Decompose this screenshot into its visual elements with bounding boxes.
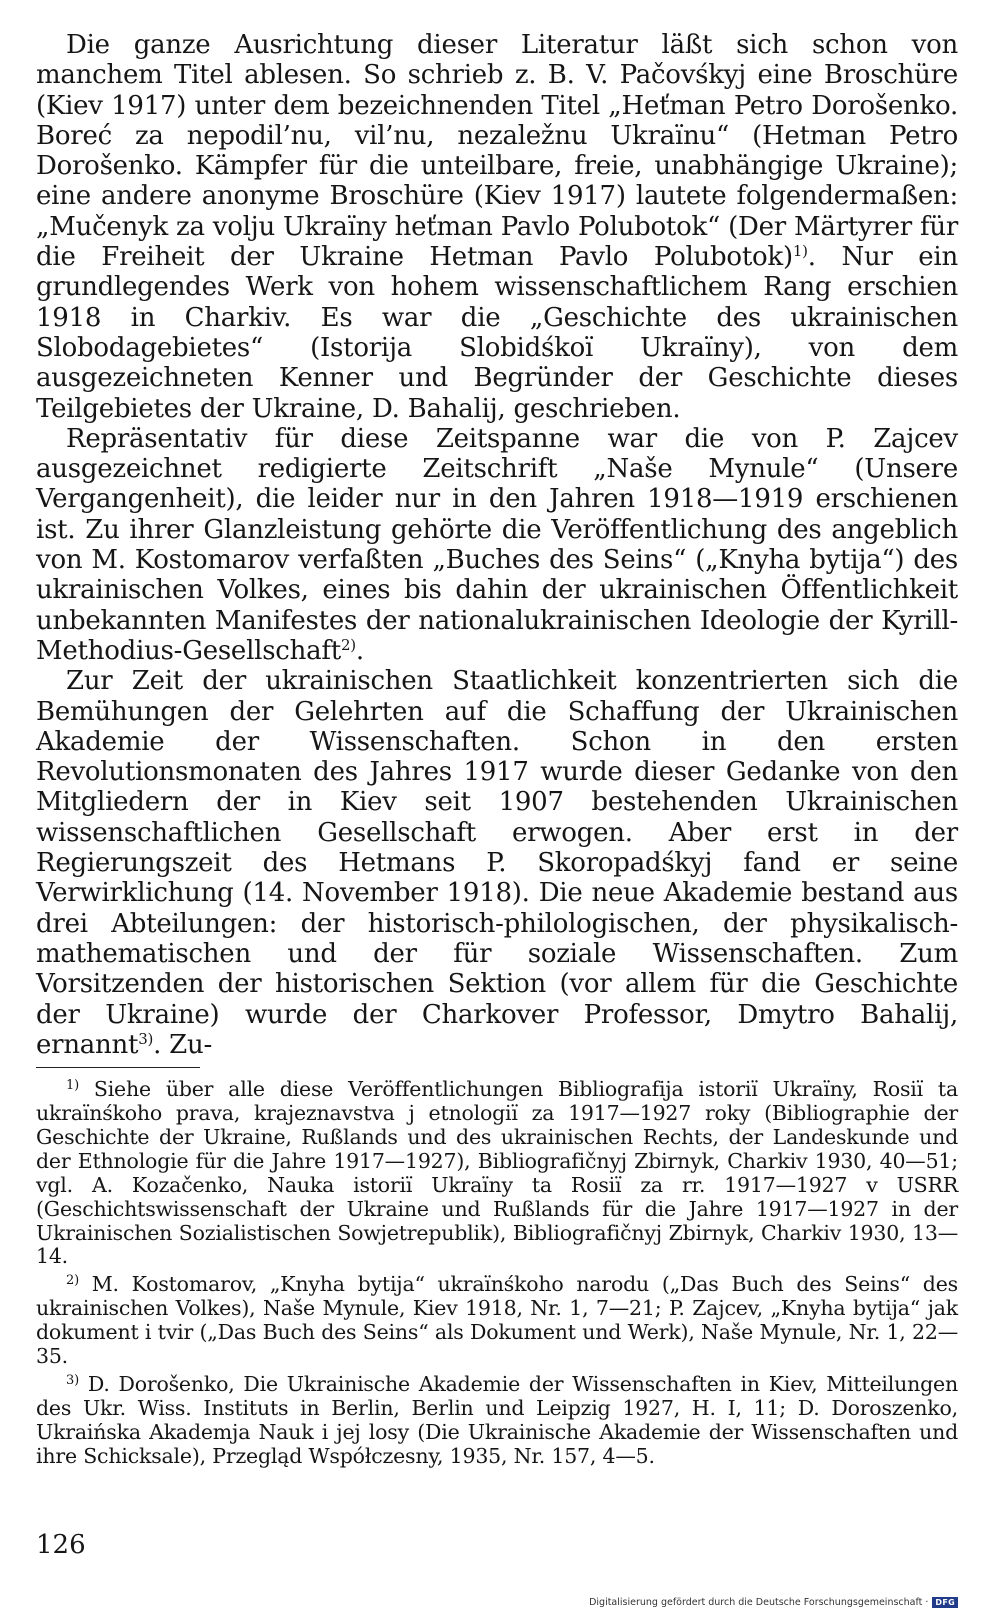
credit-text: Digitalisierung gefördert durch die Deutsche Forschungsgemeinschaft · — [589, 1597, 929, 1608]
paragraph-1-text: Die ganze Ausrichtung dieser Literatur läßt sich schon von manchem Titel ablesen. So schrieb z. B. V. Pačovśkyj eine Broschüre (Kiev 1917) unter dem bezeichnenden Titel „Heťman Petro Dorošenko. Boreć za nepodil’nu, vil’nu, nezaležnu Ukraïnu“ (Hetman Petro Dorošenko. Kämpfer für die unteilbare, freie, unabhängige Ukraine); eine andere anonyme Broschüre (Kiev 1917) lautete folgendermaßen: „Mučenyk za volju Ukraïny heťman Pavlo Polubotok“ (Der Märtyrer für die Freiheit der Ukraine Hetman Pavlo Polubotok) — [36, 30, 958, 273]
footnote-2-text: M. Kostomarov, „Knyha bytija“ ukraïnśkoho narodu („Das Buch des Seins“ des ukrainischen Volkes), Naše Mynule, Kiev 1918, Nr. 1, 7—21; P. Zajcev, „Knyha bytija“ jak dokument i tvir („Das Buch des Seins“ als Dokument und Werk), Naše Mynule, Nr. 1, 22—35. — [36, 1272, 958, 1369]
paragraph-1 — [36, 30, 958, 424]
paragraph-2-text: Repräsentativ für diese Zeitspanne war die von P. Zajcev ausgezeichnet redigierte Zeitschrift „Naše Mynule“ (Unsere Vergangenheit), die leider nur in den Jahren 1918—1919 erschienen ist. Zu ihrer Glanzleistung gehörte die Veröffentlichung des angeblich von M. Kostomarov verfaßten „Buches des Seins“ („Knyha bytija“) des ukrainischen Volkes, eines bis dahin der ukrainischen Öffentlichkeit unbekannten Manifestes der nationalukrainischen Ideologie der Kyrill-Methodius-Gesellschaft — [36, 423, 958, 666]
paragraph-3 — [36, 666, 958, 1060]
paragraph-1-tail: . Nur ein grundlegendes Werk von hohem wissenschaftlichem Rang erschien 1918 in Charkiv. Es war die „Geschichte des ukrainischen Slobodagebietes“ (Istorija Slobidśkoï Ukraïny), von dem ausgezeichneten Kenner und Begründer der Geschichte dieses Teilgebietes der Ukraine, D. Bahalij, geschrieben. — [36, 242, 958, 424]
footnote-ref-2[interactable]: 2) — [340, 635, 356, 654]
footnote-divider — [36, 1067, 200, 1068]
footnote-mark-2: 2) — [66, 1273, 79, 1289]
digitization-credit — [589, 1597, 958, 1608]
footnote-mark-1: 1) — [66, 1078, 79, 1094]
footnote-mark-3: 3) — [66, 1372, 79, 1388]
footnote-1 — [36, 1078, 958, 1269]
footnote-ref-3[interactable]: 3) — [138, 1029, 154, 1048]
paragraph-2 — [36, 424, 958, 666]
footnote-3 — [36, 1373, 958, 1469]
footnote-3-text: D. Dorošenko, Die Ukrainische Akademie der Wissenschaften in Kiev, Mitteilungen des Ukr. Wiss. Instituts in Berlin, Berlin und Leipzig 1927, H. I, 11; D. Doroszenko, Ukraińska Akademja Nauk i jej losy (Die Ukrainische Akademie der Wissenschaften und ihre Schicksale), Przegląd Współczesny, 1935, Nr. 157, 4—5. — [36, 1371, 958, 1468]
footnote-ref-1[interactable]: 1) — [792, 242, 808, 261]
page-body — [36, 30, 958, 1473]
footnote-2 — [36, 1273, 958, 1369]
footnote-1-text: Siehe über alle diese Veröffentlichungen Bibliografija istoriï Ukraïny, Rosiï ta ukraïnśkoho prava, krajeznavstva j etnologiï za 1917—1927 roky (Bibliographie der Geschichte der Ukraine, Rußlands und des ukrainischen Rechts, der Landeskunde und der Ethnologie für die Jahre 1917—1927), Bibliografičnyj Zbirnyk, Charkiv 1930, 40—51; vgl. A. Kozačenko, Nauka istoriï Ukraïny ta Rosiï za rr. 1917—1927 v USRR (Geschichtswissenschaft der Ukraine und Rußlands für die Jahre 1917—1927 in der Ukrainischen Sozialistischen Sowjetrepublik), Bibliografičnyj Zbirnyk, Charkiv 1930, 13—14. — [36, 1077, 958, 1269]
paragraph-3-text: Zur Zeit der ukrainischen Staatlichkeit konzentrierten sich die Bemühungen der Gelehrten auf die Schaffung der Ukrainischen Akademie der Wissenschaften. Schon in den ersten Revolutionsmonaten des Jahres 1917 wurde dieser Gedanke von den Mitgliedern der in Kiev seit 1907 bestehenden Ukrainischen wissenschaftlichen Gesellschaft erwogen. Aber erst in der Regierungszeit des Hetmans P. Skoropadśkyj fand er seine Verwirklichung (14. November 1918). Die neue Akademie bestand aus drei Abteilungen: der historisch-philologischen, der physikalisch-mathematischen und der für soziale Wissenschaften. Zum Vorsitzenden der historischen Sektion (vor allem für die Geschichte der Ukraine) wurde der Charkover Professor, Dmytro Bahalij, ernannt — [36, 666, 958, 1060]
paragraph-3-tail: . Zu- — [153, 1029, 213, 1060]
paragraph-2-tail: . — [355, 635, 364, 666]
dfg-logo-icon: DFG — [932, 1597, 958, 1608]
page-number: 126 — [36, 1530, 86, 1560]
